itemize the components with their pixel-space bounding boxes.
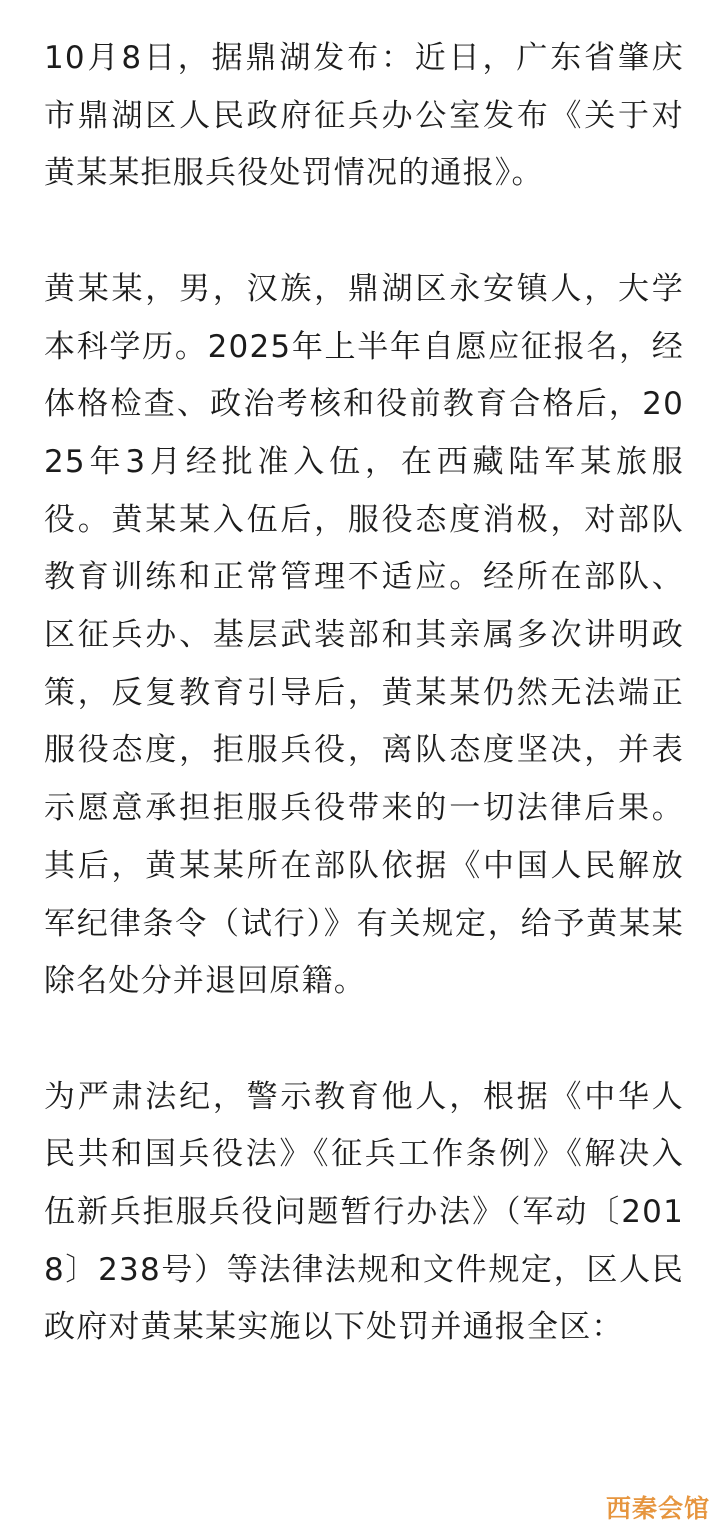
article-paragraph-1: 10月8日，据鼎湖发布：近日，广东省肇庆市鼎湖区人民政府征兵办公室发布《关于对黄某某拒服兵役处罚情况的通报》。 xyxy=(44,40,684,192)
article-body xyxy=(44,30,684,1357)
article-paragraph-3: 为严肃法纪，警示教育他人，根据《中华人民共和国兵役法》《征兵工作条例》《解决入伍新兵拒服兵役问题暂行办法》（军动〔2018〕238号）等法律法规和文件规定，区人民政府对黄某某实施以下处罚并通报全区： xyxy=(44,1078,684,1346)
watermark-logo: 西秦会馆 xyxy=(605,1494,710,1523)
article-paragraph-2: 黄某某，男，汉族，鼎湖区永安镇人，大学本科学历。2025年上半年自愿应征报名，经体格检查、政治考核和役前教育合格后，2025年3月经批准入伍，在西藏陆军某旅服役。黄某某入伍后，服役态度消极，对部队教育训练和正常管理不适应。经所在部队、区征兵办、基层武装部和其亲属多次讲明政策，反复教育引导后，黄某某仍然无法端正服役态度，拒服兵役，离队态度坚决，并表示愿意承担拒服兵役带来的一切法律后果。其后，黄某某所在部队依据《中国人民解放军纪律条令（试行）》有关规定，给予黄某某除名处分并退回原籍。 xyxy=(44,270,684,1000)
